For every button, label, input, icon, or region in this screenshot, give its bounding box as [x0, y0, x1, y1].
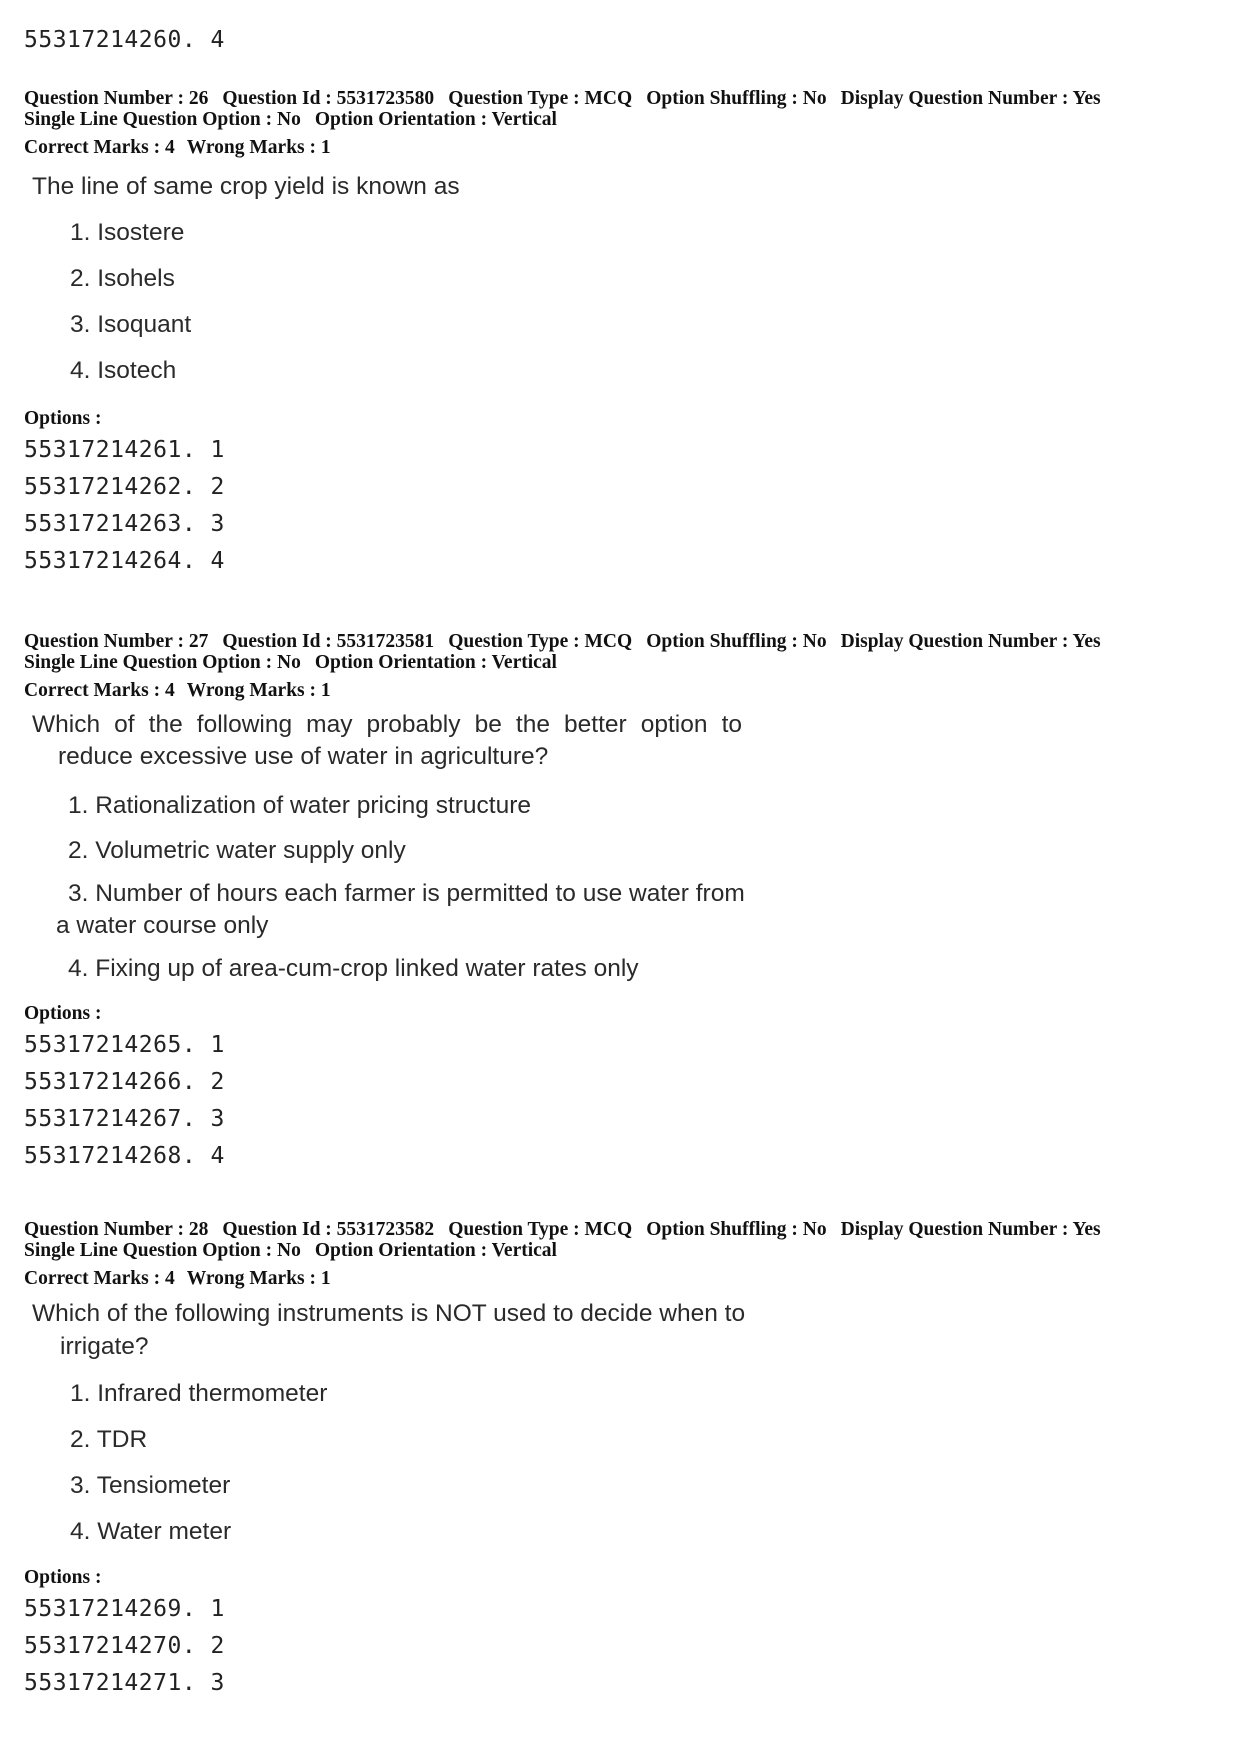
option-row: 55317214268. 4	[24, 1143, 225, 1169]
option-row: 55317214270. 2	[24, 1633, 225, 1659]
option-row: 55317214262. 2	[24, 474, 225, 500]
question-text	[32, 1297, 1224, 1363]
question-meta-line	[24, 88, 1224, 109]
correct-marks: Correct Marks : 4	[24, 680, 175, 701]
question-text-line: reduce excessive use of water in agriculture?	[58, 743, 549, 770]
question-text-line: Which of the following may probably be the better option to	[32, 711, 742, 738]
wrong-marks: Wrong Marks : 1	[186, 137, 331, 158]
option-row: 55317214271. 3	[24, 1670, 225, 1696]
answer-choice: 1. Rationalization of water pricing structure	[68, 792, 531, 819]
single-line-question-option: Single Line Question Option : No	[24, 652, 301, 673]
question-block	[24, 631, 1224, 1175]
option-row: 55317214261. 1	[24, 437, 225, 463]
answer-choice: 4. Water meter	[70, 1518, 232, 1545]
options-label: Options :	[24, 408, 102, 429]
option-shuffling: Option Shuffling : No	[646, 1219, 827, 1240]
question-number: Question Number : 27	[24, 631, 209, 652]
options-label: Options :	[24, 1567, 102, 1588]
question-id: Question Id : 5531723582	[222, 1219, 435, 1240]
question-number: Question Number : 26	[24, 88, 209, 109]
question-meta-line	[24, 652, 1224, 673]
answer-choice: 4. Fixing up of area-cum-crop linked water rates only	[68, 955, 639, 982]
question-id: Question Id : 5531723580	[222, 88, 435, 109]
marks-line	[24, 680, 1224, 701]
option-row: 55317214260. 4	[24, 27, 225, 53]
option-shuffling: Option Shuffling : No	[646, 88, 827, 109]
question-type: Question Type : MCQ	[448, 631, 633, 652]
answer-choices	[32, 1371, 1224, 1555]
answer-choice: 2. TDR	[70, 1426, 148, 1453]
options-label: Options :	[24, 1003, 102, 1024]
question-type: Question Type : MCQ	[448, 1219, 633, 1240]
question-text-line: irrigate?	[60, 1333, 149, 1360]
question-meta-line	[24, 109, 1224, 130]
option-row: 55317214265. 1	[24, 1032, 225, 1058]
option-shuffling: Option Shuffling : No	[646, 631, 827, 652]
option-orientation: Option Orientation : Vertical	[314, 109, 557, 130]
answer-choices	[32, 210, 1224, 394]
option-row: 55317214266. 2	[24, 1069, 225, 1095]
answer-choice	[32, 878, 1224, 942]
options-list	[24, 1591, 1224, 1702]
option-row: 55317214267. 3	[24, 1106, 225, 1132]
option-row: 55317214269. 1	[24, 1596, 225, 1622]
question-content	[32, 1297, 1224, 1555]
answer-choices	[32, 783, 1224, 991]
option-row: 55317214263. 3	[24, 511, 225, 537]
answer-choice-line: a water course only	[56, 912, 269, 939]
marks-line	[24, 1268, 1224, 1289]
correct-marks: Correct Marks : 4	[24, 1268, 175, 1289]
answer-choice: 4. Isotech	[70, 357, 177, 384]
correct-marks: Correct Marks : 4	[24, 137, 175, 158]
question-meta-line	[24, 631, 1224, 652]
answer-choice: 3. Isoquant	[70, 311, 192, 338]
answer-choice: 1. Isostere	[70, 219, 185, 246]
single-line-question-option: Single Line Question Option : No	[24, 1240, 301, 1261]
question-text	[32, 709, 1224, 773]
answer-choice: 1. Infrared thermometer	[70, 1380, 328, 1407]
question-content	[32, 709, 1224, 991]
option-orientation: Option Orientation : Vertical	[314, 1240, 557, 1261]
question-block	[24, 1219, 1224, 1702]
question-type: Question Type : MCQ	[448, 88, 633, 109]
display-question-number: Display Question Number : Yes	[840, 1219, 1101, 1240]
single-line-question-option: Single Line Question Option : No	[24, 109, 301, 130]
question-id: Question Id : 5531723581	[222, 631, 435, 652]
question-text-line: The line of same crop yield is known as	[32, 173, 460, 200]
question-block	[24, 88, 1224, 580]
question-meta-line	[24, 1240, 1224, 1261]
question-content	[32, 164, 1224, 394]
question-meta-line	[24, 1219, 1224, 1240]
question-text	[32, 164, 1224, 210]
option-orientation: Option Orientation : Vertical	[314, 652, 557, 673]
question-text-line: Which of the following instruments is NOT used to decide when to	[32, 1300, 746, 1327]
answer-choice: 2. Volumetric water supply only	[68, 837, 406, 864]
question-number: Question Number : 28	[24, 1219, 209, 1240]
wrong-marks: Wrong Marks : 1	[186, 1268, 331, 1289]
answer-choice: 2. Isohels	[70, 265, 175, 292]
wrong-marks: Wrong Marks : 1	[186, 680, 331, 701]
options-list	[24, 1027, 1224, 1175]
options-list	[24, 432, 1224, 580]
display-question-number: Display Question Number : Yes	[840, 88, 1101, 109]
display-question-number: Display Question Number : Yes	[840, 631, 1101, 652]
answer-choice: 3. Tensiometer	[70, 1472, 231, 1499]
answer-choice-line: 3. Number of hours each farmer is permitted to use water from	[68, 880, 745, 907]
option-row: 55317214264. 4	[24, 548, 225, 574]
marks-line	[24, 137, 1224, 158]
